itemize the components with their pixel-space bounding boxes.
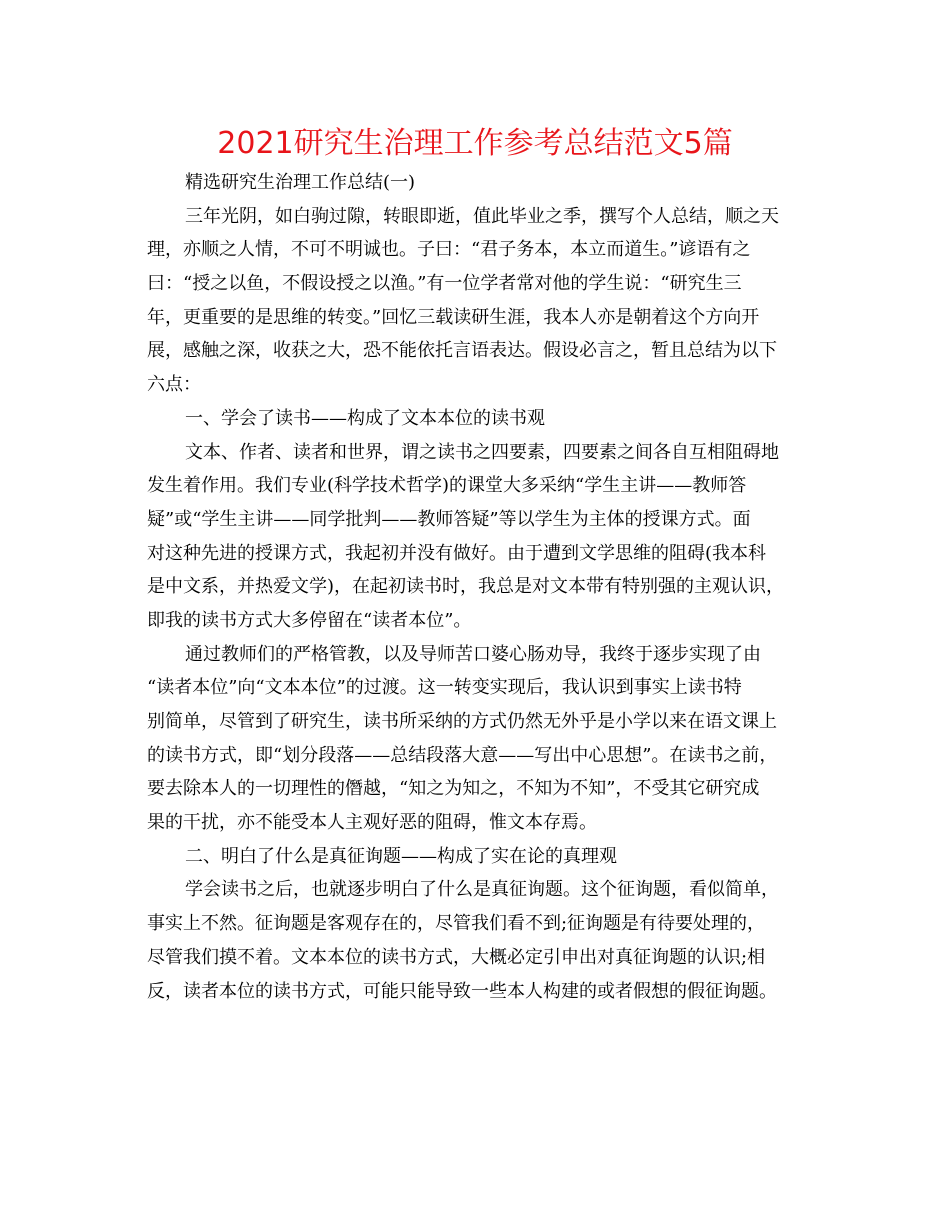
- paragraph-line: 要去除本人的一切理性的僭越，“知之为知之，不知为不知”，不受其它研究成: [147, 778, 760, 800]
- paragraph-line: 即我的读书方式大多停留在“读者本位”。: [147, 609, 472, 631]
- paragraph-line: 的读书方式，即“划分段落——总结段落大意——写出中心思想”。在读书之前，: [147, 744, 778, 766]
- paragraph-line: 事实上不然。征询题是客观存在的，尽管我们看不到;征询题是有待要处理的，: [147, 913, 766, 935]
- paragraph-line: 展，感触之深，收获之大，恐不能依托言语表达。假设必言之，暂且总结为以下: [147, 340, 777, 362]
- paragraph-line: 曰：“授之以鱼，不假设授之以渔。”有一位学者常对他的学生说：“研究生三: [147, 273, 742, 295]
- section-heading: 二、明白了什么是真征询题——构成了实在论的真理观: [185, 845, 617, 867]
- paragraph-line: 尽管我们摸不着。文本本位的读书方式，大概必定引申出对真征询题的认识;相: [147, 946, 766, 968]
- paragraph-line: 别简单，尽管到了研究生，读书所采纳的方式仍然无外乎是小学以来在语文课上: [147, 711, 777, 732]
- paragraph-line: 理，亦顺之人情，不可不明诚也。子曰：“君子务本，本立而道生。”谚语有之: [147, 239, 751, 261]
- paragraph-line: 果的干扰，亦不能受本人主观好恶的阻碍，惟文本存焉。: [147, 812, 597, 834]
- paragraph-line: “读者本位”向“文本本位”的过渡。这一转变实现后，我认识到事实上读书特: [147, 677, 742, 699]
- paragraph-line: 发生着作用。我们专业(科学技术哲学)的课堂大多采纳“学生主讲——教师答: [147, 475, 747, 497]
- paragraph-line: 疑”或“学生主讲——同学批判——教师答疑”等以学生为主体的授课方式。面: [147, 508, 751, 530]
- paragraph-line: 文本、作者、读者和世界，谓之读书之四要素，四要素之间各自互相阻碍地: [185, 441, 779, 463]
- paragraph-line: 六点：: [147, 374, 201, 396]
- paragraph-line: 三年光阴，如白驹过隙，转眼即逝，值此毕业之季，撰写个人总结，顺之天: [185, 205, 779, 227]
- section-heading: 一、学会了读书——构成了文本本位的读书观: [185, 407, 545, 429]
- paragraph-line: 对这种先进的授课方式，我起初并没有做好。由于遭到文学思维的阻碍(我本科: [147, 542, 767, 564]
- paragraph-line: 通过教师们的严格管教，以及导师苦口婆心肠劝导，我终于逐步实现了由: [185, 643, 761, 665]
- paragraph-line: 反，读者本位的读书方式，可能只能导致一些本人构建的或者假想的假征询题。: [147, 980, 777, 1002]
- paragraph-line: 是中文系，并热爱文学)，在起初读书时，我总是对文本带有特别强的主观认识，: [147, 576, 785, 598]
- paragraph-line: 学会读书之后，也就逐步明白了什么是真征询题。这个征询题，看似简单，: [185, 879, 779, 901]
- document-body: [147, 166, 807, 1008]
- paragraph-line: 年，更重要的是思维的转变。”回忆三载读研生涯，我本人亦是朝着这个方向开: [147, 306, 760, 328]
- document-title: 2021研究生治理工作参考总结范文5篇: [217, 126, 733, 161]
- section-heading: 精选研究生治理工作总结(一): [185, 172, 416, 193]
